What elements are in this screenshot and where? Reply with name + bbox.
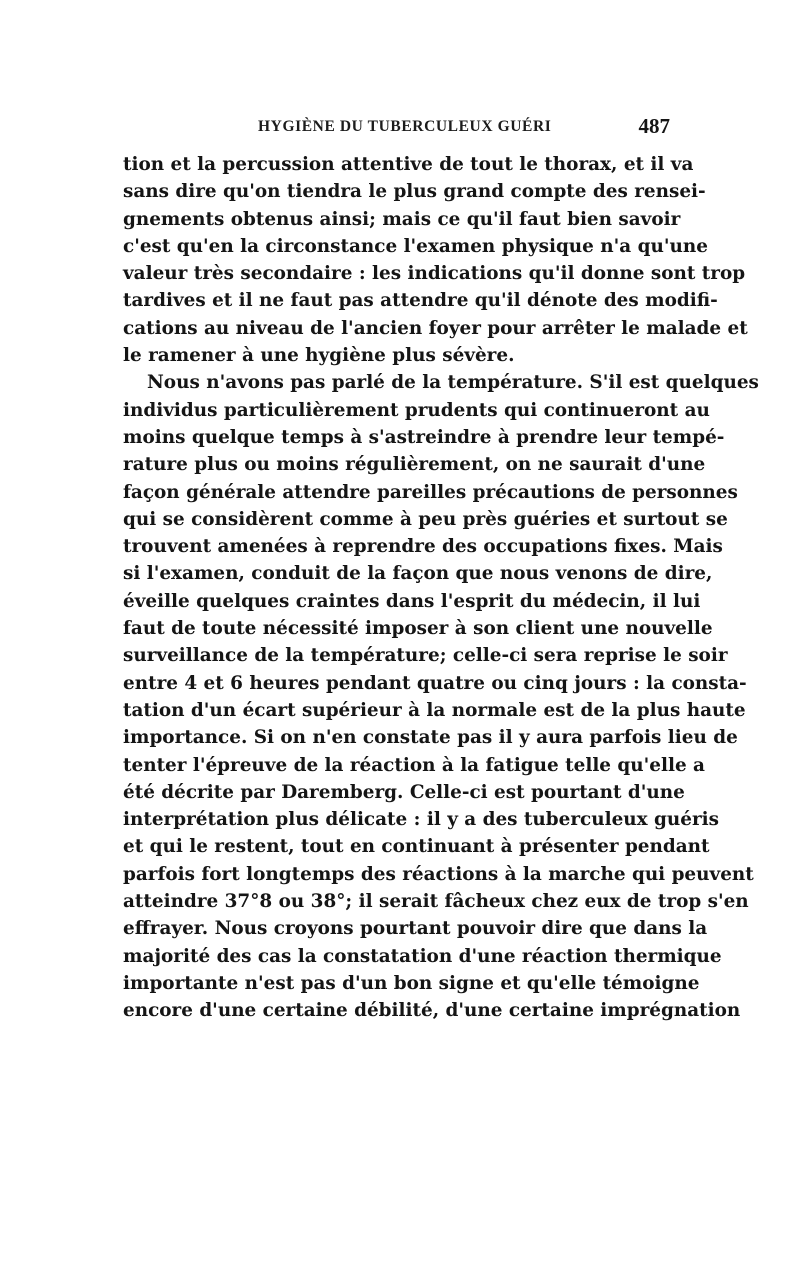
text-line: parfois fort longtemps des réactions à la marche qui peuvent [123,863,754,885]
text-line: tenter l'épreuve de la réaction à la fatigue telle qu'elle a [123,754,705,776]
text-line: cations au niveau de l'ancien foyer pour arrêter le malade et [123,317,748,339]
paragraph [123,151,748,369]
text-line: trouvent amenées à reprendre des occupations fixes. Mais [123,536,723,558]
running-header [122,114,670,144]
text-line: qui se considèrent comme à peu près guéries et surtout se [123,508,728,530]
text-line: entre 4 et 6 heures pendant quatre ou cinq jours : la consta- [123,672,747,694]
text-line: gnements obtenus ainsi; mais ce qu'il faut bien savoir [123,208,681,230]
page-number: 487 [638,114,670,138]
body-text [123,151,759,1025]
text-line: atteindre 37°8 ou 38°; il serait fâcheux chez eux de trop s'en [123,891,749,913]
running-title: HYGIÈNE DU TUBERCULEUX GUÉRI [258,118,552,135]
text-line: Nous n'avons pas parlé de la température. S'il est quelques [147,372,759,394]
text-line: importance. Si on n'en constate pas il y aura parfois lieu de [123,727,738,749]
text-line: éveille quelques craintes dans l'esprit du médecin, il lui [123,590,701,612]
text-line: façon générale attendre pareilles précautions de personnes [123,481,738,503]
text-line: moins quelque temps à s'astreindre à prendre leur tempé- [123,426,725,448]
text-line: tion et la percussion attentive de tout le thorax, et il va [123,154,694,175]
text-line: été décrite par Daremberg. Celle-ci est pourtant d'une [123,781,685,803]
text-line: encore d'une certaine débilité, d'une certaine imprégnation [123,1000,741,1022]
text-line: et qui le restent, tout en continuant à présenter pendant [123,836,710,858]
text-line: tardives et il ne faut pas attendre qu'il dénote des modifi- [123,290,718,312]
text-line: sans dire qu'on tiendra le plus grand compte des rensei- [123,181,706,203]
text-line: faut de toute nécessité imposer à son client une nouvelle [123,618,713,640]
text-line: c'est qu'en la circonstance l'examen physique n'a qu'une [123,235,708,257]
text-line: interprétation plus délicate : il y a des tuberculeux guéris [123,809,719,831]
text-line: majorité des cas la constatation d'une réaction thermique [123,945,722,967]
text-line: le ramener à une hygiène plus sévère. [123,345,515,367]
text-line: individus particulièrement prudents qui continueront au [123,399,710,421]
text-line: valeur très secondaire : les indications qu'il donne sont trop [123,263,746,285]
text-line: si l'examen, conduit de la façon que nous venons de dire, [123,563,713,585]
text-line: rature plus ou moins régulièrement, on ne saurait d'une [123,454,706,476]
paragraph [123,369,759,1024]
text-line: effrayer. Nous croyons pourtant pouvoir dire que dans la [123,918,708,940]
text-line: tation d'un écart supérieur à la normale est de la plus haute [123,699,746,721]
text-line: importante n'est pas d'un bon signe et qu'elle témoigne [123,972,700,994]
text-line: surveillance de la température; celle-ci sera reprise le soir [123,645,728,667]
